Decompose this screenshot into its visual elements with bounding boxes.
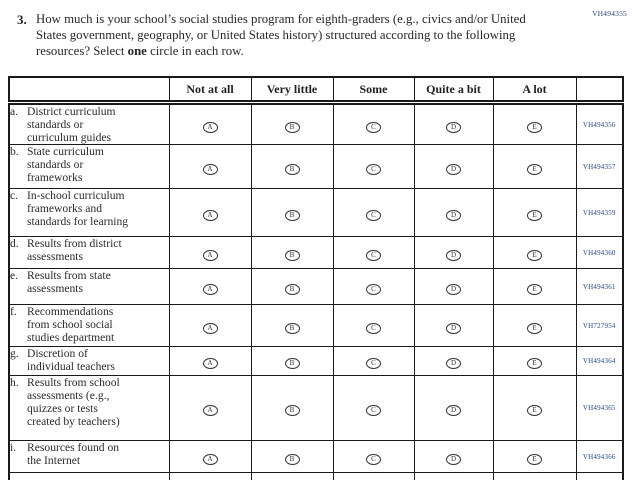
table-row-i [9,441,623,473]
row-label: e. Results from state assessments [9,269,169,305]
bubble-quite-a-bit[interactable]: D [446,323,461,334]
row-code: VH494359 [576,189,623,237]
bubble-not-at-all[interactable]: A [203,210,218,221]
bubble-not-at-all[interactable]: A [203,250,218,261]
bubble-a-lot[interactable]: E [527,405,542,416]
row-letter: b. [10,145,19,158]
row-code: VH494360 [576,237,623,269]
header-quite-a-bit: Quite a bit [414,77,493,103]
row-letter: i. [10,441,17,454]
bubble-quite-a-bit[interactable]: D [446,358,461,369]
row-letter: d. [10,237,19,250]
row-label: d. Results from district assessments [9,237,169,269]
table-row-f [9,305,623,347]
bubble-a-lot[interactable]: E [527,454,542,465]
bubble-some[interactable]: C [366,405,381,416]
bubble-very-little[interactable]: B [285,122,300,133]
header-empty-label-col [9,77,169,103]
bubble-quite-a-bit[interactable]: D [446,284,461,295]
bubble-very-little[interactable]: B [285,454,300,465]
resources-matrix-table [8,76,624,480]
bubble-not-at-all[interactable]: A [203,358,218,369]
bubble-some[interactable]: C [366,358,381,369]
table-row-b [9,145,623,189]
row-label: f. Recommendations from school social studies department [9,305,169,347]
bubble-some[interactable]: C [366,284,381,295]
header-empty-code-col [576,77,623,103]
bubble-very-little[interactable]: B [285,323,300,334]
bubble-very-little[interactable]: B [285,358,300,369]
row-code: VH494361 [576,269,623,305]
bubble-very-little[interactable]: B [285,284,300,295]
bubble-not-at-all[interactable]: A [203,454,218,465]
bubble-a-lot[interactable]: E [527,210,542,221]
header-very-little: Very little [251,77,333,103]
header-a-lot: A lot [493,77,576,103]
row-code: VH494366 [576,441,623,473]
bubble-some[interactable]: C [366,323,381,334]
bubble-not-at-all[interactable]: A [203,284,218,295]
bubble-very-little[interactable]: B [285,210,300,221]
header-row [9,77,623,103]
table-row-c [9,189,623,237]
bubble-some[interactable]: C [366,122,381,133]
row-code: VH494364 [576,347,623,376]
bubble-very-little[interactable]: B [285,250,300,261]
bubble-a-lot[interactable]: E [527,358,542,369]
header-not-at-all: Not at all [169,77,251,103]
bubble-quite-a-bit[interactable]: D [446,454,461,465]
table-row-e [9,269,623,305]
row-letter: c. [10,189,19,202]
question-bold-word: one [127,43,147,58]
row-label: a. District curriculum standards or curriculum guides [9,103,169,145]
row-label: b. State curriculum standards or frameworks [9,145,169,189]
row-letter: f. [10,305,17,318]
question-text-part1: How much is your school’s social studies program for eighth-graders (e.g., civics and/or United States government, geography, or United States history) structured according to the following resources? Select [36,12,526,58]
bubble-some[interactable]: C [366,250,381,261]
bubble-quite-a-bit[interactable]: D [446,405,461,416]
question-number: 3. [17,12,27,27]
bubble-not-at-all[interactable]: A [203,122,218,133]
table-row-d [9,237,623,269]
bubble-a-lot[interactable]: E [527,323,542,334]
bubble-quite-a-bit[interactable]: D [446,122,461,133]
bubble-very-little[interactable]: B [285,405,300,416]
bubble-some[interactable]: C [366,164,381,175]
bubble-not-at-all[interactable]: A [203,323,218,334]
table-row-a [9,103,623,145]
row-letter: e. [10,269,19,282]
row-code: VH727954 [576,305,623,347]
table-row-h [9,376,623,441]
bubble-a-lot[interactable]: E [527,284,542,295]
row-letter: h. [10,376,19,389]
row-label: i. Resources found on the Internet [9,441,169,473]
row-label: h. Results from school assessments (e.g., quizzes or tests created by teachers) [9,376,169,441]
bubble-very-little[interactable]: B [285,164,300,175]
bubble-quite-a-bit[interactable]: D [446,210,461,221]
bubble-quite-a-bit[interactable]: D [446,164,461,175]
bubble-a-lot[interactable]: E [527,250,542,261]
row-letter: a. [10,105,19,118]
row-label: c. In-school curriculum frameworks and standards for learning [9,189,169,237]
bubble-not-at-all[interactable]: A [203,164,218,175]
row-code: VH494356 [576,103,623,145]
row-code: VH494365 [576,376,623,441]
bubble-quite-a-bit[interactable]: D [446,250,461,261]
bubble-not-at-all[interactable]: A [203,405,218,416]
row-code: VH494357 [576,145,623,189]
page-accession-code: VH494355 [592,9,627,18]
bubble-some[interactable]: C [366,454,381,465]
table-row-cutoff [9,473,623,481]
table-row-g [9,347,623,376]
row-letter: g. [10,347,19,360]
bubble-some[interactable]: C [366,210,381,221]
question-text [36,12,541,59]
row-label: g. Discretion of individual teachers [9,347,169,376]
bubble-a-lot[interactable]: E [527,164,542,175]
question-text-part2: circle in each row. [146,43,244,58]
header-some: Some [333,77,414,103]
bubble-a-lot[interactable]: E [527,122,542,133]
